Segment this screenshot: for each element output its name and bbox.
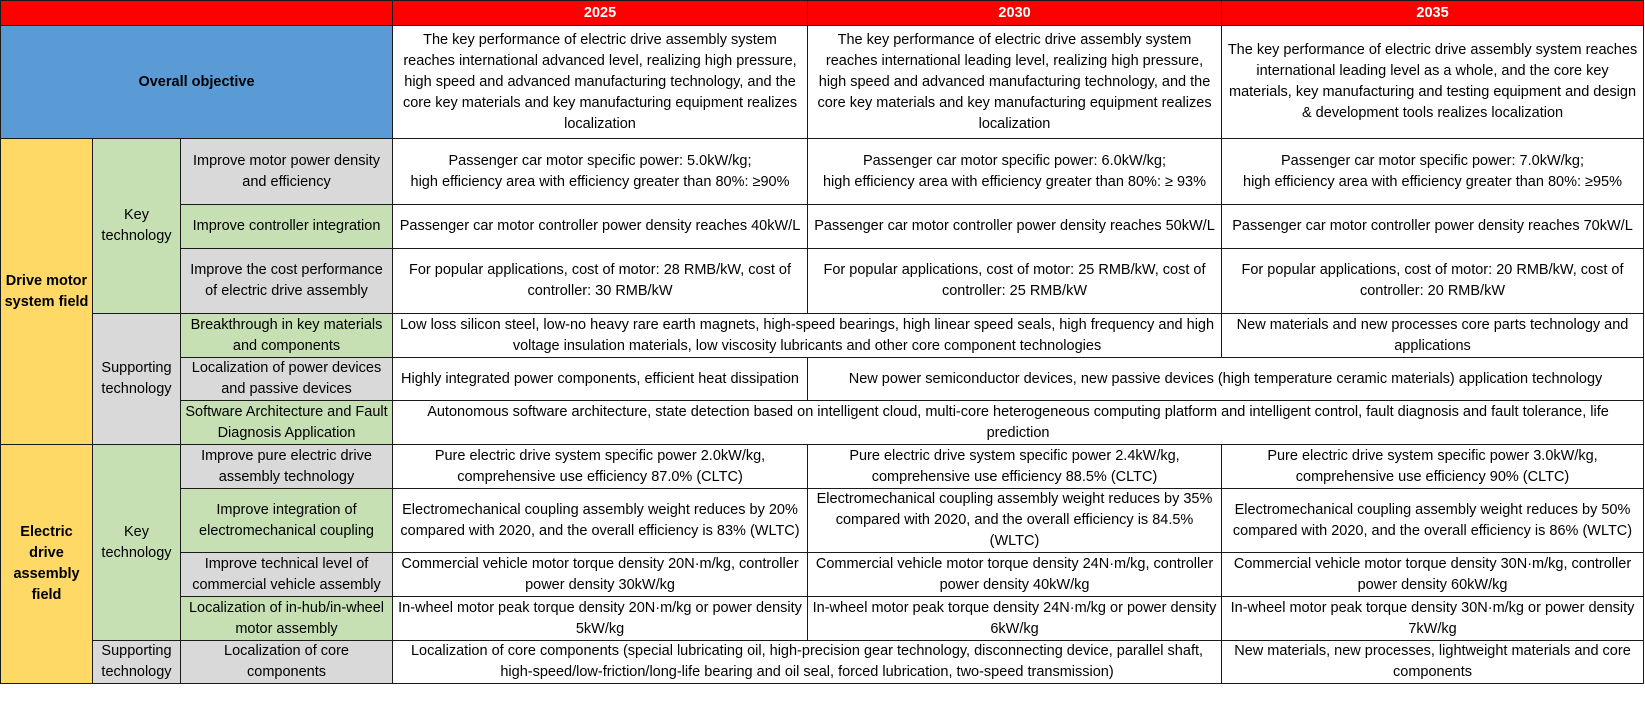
value-2030: For popular applications, cost of motor: 25 RMB/kW, cost of controller: 25 RMB/kW [808, 249, 1222, 314]
value-2025: For popular applications, cost of motor: 28 RMB/kW, cost of controller: 30 RMB/kW [393, 249, 808, 314]
item-label: Improve controller integration [181, 205, 393, 249]
category-supporting-technology: Supporting technology [93, 641, 181, 684]
year-header-2025: 2025 [393, 1, 808, 26]
value-2030-2035: New power semiconductor devices, new passive devices (high temperature ceramic materials) application technology [808, 358, 1644, 401]
value-2025-2030: Localization of core components (special lubricating oil, high-precision gear technology, disconnecting device, parallel shaft, high-speed/low-friction/long-life bearing and oil seal, forced lubrication, two-speed transmission) [393, 641, 1222, 684]
table-row [1, 445, 1644, 489]
item-label: Breakthrough in key materials and components [181, 314, 393, 358]
value-2025: Passenger car motor controller power density reaches 40kW/L [393, 205, 808, 249]
value-line: high efficiency area with efficiency greater than 80%: ≥ 93% [822, 173, 1207, 190]
item-label: Improve the cost performance of electric drive assembly [181, 249, 393, 314]
item-label: Localization of in-hub/in-wheel motor assembly [181, 597, 393, 641]
item-label: Software Architecture and Fault Diagnosis Application [181, 401, 393, 445]
field-label-drive-motor: Drive motor system field [1, 139, 93, 445]
value-line: Passenger car motor specific power: 5.0kW/kg; [448, 152, 752, 169]
value-2035: Commercial vehicle motor torque density 30N·m/kg, controller power density 60kW/kg [1222, 553, 1644, 597]
value-2025: Pure electric drive system specific power 2.0kW/kg, comprehensive use efficiency 87.0% (CLTC) [393, 445, 808, 489]
category-supporting-technology: Supporting technology [93, 314, 181, 445]
value-2035 [1222, 139, 1644, 205]
item-label: Improve pure electric drive assembly technology [181, 445, 393, 489]
table-row [1, 205, 1644, 249]
table-row [1, 401, 1644, 445]
year-header-2035: 2035 [1222, 1, 1644, 26]
value-2035: In-wheel motor peak torque density 30N·m/kg or power density 7kW/kg [1222, 597, 1644, 641]
value-2025-2030: Low loss silicon steel, low-no heavy rare earth magnets, high-speed bearings, high linear speed seals, high frequency and high voltage insulation materials, low viscosity lubricants and other core component technologies [393, 314, 1222, 358]
value-2025 [393, 139, 808, 205]
value-line: high efficiency area with efficiency greater than 80%: ≥90% [410, 173, 790, 190]
table-row [1, 641, 1644, 684]
category-key-technology: Key technology [93, 139, 181, 314]
overall-2030: The key performance of electric drive assembly system reaches international leading level, realizing high pressure, high speed and advanced manufacturing technology, and the core key materials and key manufacturing equipment realizes localization [808, 26, 1222, 139]
item-label: Improve technical level of commercial vehicle assembly [181, 553, 393, 597]
overall-2025: The key performance of electric drive assembly system reaches international advanced level, realizing high pressure, high speed and advanced manufacturing technology, and the core key materials and key manufacturing equipment realizes localization [393, 26, 808, 139]
table-row [1, 314, 1644, 358]
item-label: Improve motor power density and efficiency [181, 139, 393, 205]
value-2035: For popular applications, cost of motor: 20 RMB/kW, cost of controller: 20 RMB/kW [1222, 249, 1644, 314]
table-row [1, 358, 1644, 401]
value-line: Passenger car motor specific power: 7.0kW/kg; [1281, 152, 1585, 169]
value-2025: In-wheel motor peak torque density 20N·m/kg or power density 5kW/kg [393, 597, 808, 641]
value-2035: New materials, new processes, lightweight materials and core components [1222, 641, 1644, 684]
year-header-2030: 2030 [808, 1, 1222, 26]
table-row [1, 249, 1644, 314]
value-2025: Commercial vehicle motor torque density 20N·m/kg, controller power density 30kW/kg [393, 553, 808, 597]
value-2030: Electromechanical coupling assembly weight reduces by 35% compared with 2020, and the overall efficiency is 84.5% (WLTC) [808, 489, 1222, 553]
value-2030: In-wheel motor peak torque density 24N·m/kg or power density 6kW/kg [808, 597, 1222, 641]
item-label: Localization of core components [181, 641, 393, 684]
item-label: Localization of power devices and passive devices [181, 358, 393, 401]
header-row [1, 1, 1644, 26]
value-line: Passenger car motor specific power: 6.0kW/kg; [863, 152, 1167, 169]
item-label: Improve integration of electromechanical coupling [181, 489, 393, 553]
table-row [1, 489, 1644, 553]
category-key-technology: Key technology [93, 445, 181, 641]
overall-2035: The key performance of electric drive assembly system reaches international leading level as a whole, and the core key materials, key manufacturing and testing equipment and design & development tools realizes localization [1222, 26, 1644, 139]
value-2035: Pure electric drive system specific power 3.0kW/kg, comprehensive use efficiency 90% (CLTC) [1222, 445, 1644, 489]
value-2025: Electromechanical coupling assembly weight reduces by 20% compared with 2020, and the overall efficiency is 83% (WLTC) [393, 489, 808, 553]
field-label-electric-drive: Electric drive assembly field [1, 445, 93, 684]
header-corner [1, 1, 393, 26]
value-2025: Highly integrated power components, efficient heat dissipation [393, 358, 808, 401]
value-2035: New materials and new processes core parts technology and applications [1222, 314, 1644, 358]
value-2035: Passenger car motor controller power density reaches 70kW/L [1222, 205, 1644, 249]
value-line: high efficiency area with efficiency greater than 80%: ≥95% [1243, 173, 1623, 190]
value-all-years: Autonomous software architecture, state detection based on intelligent cloud, multi-core heterogeneous computing platform and intelligent control, fault diagnosis and fault tolerance, life prediction [393, 401, 1644, 445]
value-2035: Electromechanical coupling assembly weight reduces by 50% compared with 2020, and the overall efficiency is 86% (WLTC) [1222, 489, 1644, 553]
value-2030: Passenger car motor controller power density reaches 50kW/L [808, 205, 1222, 249]
value-2030: Pure electric drive system specific power 2.4kW/kg, comprehensive use efficiency 88.5% (CLTC) [808, 445, 1222, 489]
table-row [1, 139, 1644, 205]
table-row [1, 597, 1644, 641]
value-2030: Commercial vehicle motor torque density 24N·m/kg, controller power density 40kW/kg [808, 553, 1222, 597]
overall-objective-label: Overall objective [1, 26, 393, 139]
overall-objective-row [1, 26, 1644, 139]
table-row [1, 553, 1644, 597]
value-2030 [808, 139, 1222, 205]
